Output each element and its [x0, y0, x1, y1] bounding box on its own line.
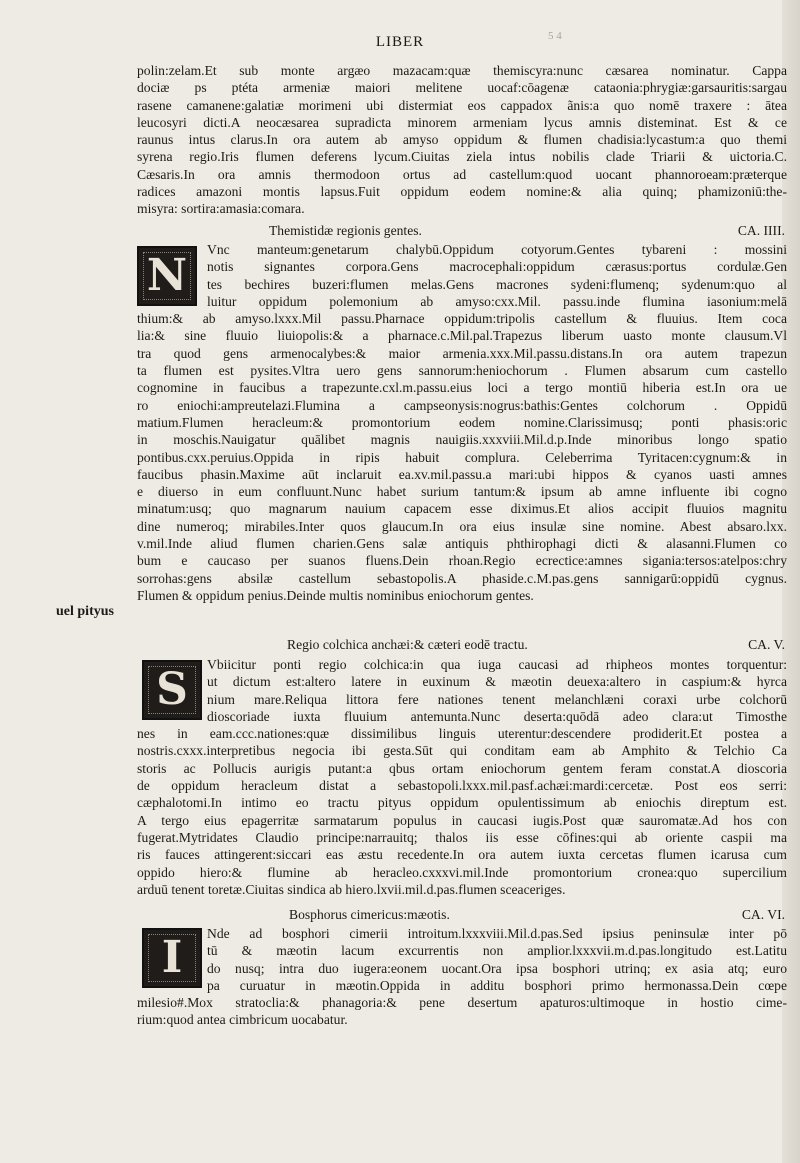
section-ca-4: [137, 222, 787, 240]
section-heading: [137, 636, 787, 654]
text-line: bum e caucaso per suanos fluens.Dein rhoan.Regio ecrectice:amnes sigania:tersos:atelpos:chry: [137, 553, 787, 569]
section-heading: [137, 906, 787, 924]
text-line: nostris.cxxx.interpretibus negocia ibi gesta.Sūt qui conditam eam ab Amphito & Telchio Ca: [137, 743, 787, 759]
section-title: Bosphorus cimericus:mæotis.: [289, 907, 450, 922]
text-line: sorrohas:gens absilæ castellum sebastopolis.A phaside.c.M.pas.gens sannigarū:oppidū cygnus.: [137, 570, 787, 586]
text-line: thium:& ab amyso.lxxx.Mil passu.Pharnace oppidum:tripolis castellum & fluuius. Item coca: [137, 311, 787, 327]
section-heading: [137, 222, 787, 240]
text-line: nium mare.Reliqua littora fere nationes tenent melanchlæni coraxi urbe colchorū: [207, 691, 787, 707]
section-ca-5: [137, 636, 787, 654]
text-line: rasene camanene:galatiæ morimeni ubi distermiat eos cappadox ãnis:a quo nomē traxere : ātea: [137, 97, 787, 113]
page-title: LIBER: [375, 34, 425, 50]
text-line: Vnc manteum:genetarum chalybū.Oppidum cotyorum.Gentes tybareni : mossini: [207, 242, 787, 257]
text-line: tra quod gens armenocalybes:& maior armenia.xxx.Mil.passu.distans.In ora autem trapezun: [137, 345, 787, 361]
decorated-initial-s: S: [142, 660, 202, 720]
chapter-number: CA. IIII.: [737, 223, 785, 238]
text-line: tes bechires buzeri:flumen melas.Gens macrones sydeni:flumenq; sydenum:quo al: [207, 276, 787, 292]
text-line: matium.Flumen heracleum:& promontorium eodem nomine.Clarissimusq; ponti phasis:oric: [137, 414, 787, 430]
intro-paragraph: [137, 62, 787, 218]
text-line: tū & mæotin lacum excurrentis non amplior.lxxxvii.m.d.pas.longitudo est.Latitu: [207, 943, 787, 959]
section-body: [137, 925, 787, 1029]
text-line: pa curuatur in mæotin.Oppida in additu bosphori primo hermonassa.Dein cœpe: [207, 977, 787, 993]
text-line: v.mil.Inde aliud flumen charien.Gens salæ antiquis phthirophagi dicti & alasanni.Flumen co: [137, 536, 787, 552]
text-line: dioscoriade iuxta fluuium antemunta.Nunc deserta:quōdā adeo clara:ut Timosthe: [207, 708, 787, 724]
text-line: rium:quod antea cimbricum uocabatur.: [137, 1012, 348, 1028]
text-line: cognomine in faucibus a trapezunte.cxl.m.passu.eius loci a tergo montiū hiberia est.In ora ue: [137, 380, 787, 396]
text-line: raunus intus clarus.In ora autem ab amyso oppidum & flumen chadisia:lycastum:a quo themi: [137, 132, 787, 148]
text-line: Nde ad bosphori cimerii introitum.lxxxviii.Mil.d.pas.Sed ipsius peninsulæ inter pō: [207, 926, 787, 941]
text-line: syrena regio.Iris flumen deferens lycum.Ciuitas ziela intus nobilis clade Triarii & uictoria.C.: [137, 149, 787, 165]
text-line: ro eniochi:ampreutelazi.Flumina a campseonysis:nogrus:bathis:Gentes colchorum . Oppidū: [137, 397, 787, 413]
text-line: pontibus.cxx.peruius.Oppida in ripis habuit complura. Celeberrima Tyritacen:cygnum:& in: [137, 449, 787, 465]
decorated-initial-i: I: [142, 928, 202, 988]
text-line: Cæsaris.In ora amnis thermodoon ortus ad castellum:quod uocant phannoroeam:præterque: [137, 166, 787, 182]
text-line: lia:& sine fluuio liuiopolis:& a pharnace.c.Mil.pal.Trapezus liberum uasto monte clausum.Vl: [137, 328, 787, 344]
text-line: Flumen & oppidum penius.Deinde multis nominibus eniochorum gentes.: [137, 587, 534, 603]
text-line: nes in eam.ccc.nationes:quæ dissimilibus linguis uterentur:descendere prodiderit.Et postea a: [137, 726, 787, 742]
text-line: dociæ ps ptéta armeniæ maiori melitene uocaf:cōagenæ cataonia:phrygiæ:garsauritis:sargau: [137, 80, 787, 96]
section-title: Themistidæ regionis gentes.: [269, 223, 422, 238]
text-line: misyra: sortira:amasia:comara.: [137, 201, 305, 217]
text-line: storis ac Pollucis aurigis putant:a qbus ortam eniochorum gentem feram constat.A dioscoria: [137, 760, 787, 776]
text-line: minatum:usq; quo magnarum nauium capacem esse diximus.Et alios accipit fluuios magnitu: [137, 501, 787, 517]
text-line: polin:zelam.Et sub monte argæo mazacam:quæ themiscyra:nunc cæsarea nominatur. Cappa: [137, 63, 787, 78]
text-line: luitur oppidum polemonium ab amyso:cxx.Mil. passu.inde flumina iasonium:melā: [207, 293, 787, 309]
section-body: [137, 241, 787, 604]
header-mark: 5 4: [548, 30, 562, 42]
chapter-number: CA. V.: [748, 637, 785, 652]
chapter-number: CA. VI.: [741, 907, 785, 922]
margin-note: uel pityus: [56, 604, 114, 619]
text-line: e diuerso in eum confluunt.Nunc habet surium tantum:& ipsum ab amne influente ibi cogno: [137, 484, 787, 500]
text-line: ta flumen est pysites.Vltra uero gens sannorum:heniochorum . Flumen absarum cum castello: [137, 363, 787, 379]
text-line: leucosyri dicti.A neocæsarea supradicta minorem armeniam lycus amnis disteminat. Est & ce: [137, 114, 787, 130]
text-line: do nusq; intra duo iugera:eonem uocant.Ora ipsa bosphori utrinq; ex asia atq; euro: [207, 960, 787, 976]
text-line: Vbiicitur ponti regio colchica:in qua iuga caucasi ad rhipheos montes torquentur:: [207, 657, 787, 672]
text-line: milesio#.Mox stratoclia:& phanagoria:& pene desertum apaturos:ultimoque in hostio cime-: [137, 995, 787, 1011]
text-line: ut dictum est:altero latere in euxinum & mæotin deuexa:altero in caspium:& hyrca: [207, 674, 787, 690]
text-line: radices amazoni montis lapsus.Fuit oppidum eodem nomine:& alia quinq; phamizoniū:the-: [137, 184, 787, 200]
text-line: faucibus phasin.Maxime aūt inclaruit ea.xv.mil.passu.a mari:ubi hippos & cyanos uasti amnes: [137, 466, 787, 482]
section-ca-6: [137, 906, 787, 924]
text-line: dine numeroq; mirabiles.Inter quos glaucum.In ora eius insulæ sine nomine. Abest absaro.lxx.: [137, 518, 787, 534]
text-line: A tergo eius epagerritæ sarmatarum populus in caucasi iugis.Post quæ sauromatæ.Ad hos con: [137, 812, 787, 828]
section-body: [137, 656, 787, 898]
text-line: arduū tenent toretæ.Ciuitas sindica ab hiero.lxvii.mil.d.pas.flumen sceaceriges.: [137, 881, 566, 897]
text-line: fugerat.Mytridates Claudio principe:narrauitq; thalos iis esse cōfines:qui ab oriente caspii ma: [137, 829, 787, 845]
text-line: de oppidum heracleum distat a sebastopoli.lxxx.mil.pasf.achæi:mardi:cercetæ. Post eos serri:: [137, 778, 787, 794]
text-line: notis signantes corpora.Gens macrocephali:oppidum cærasus:portus cordulæ.Gen: [207, 259, 787, 275]
text-line: oppido hiero:& flumine ab heracleo.cxxxvi.mil.Inde promontorium cronea:quo supercilium: [137, 864, 787, 880]
text-line: ris fauces attingerent:siccari eas æstu recedente.In ora autem iuxta cercetas flumen icarusa cum: [137, 847, 787, 863]
decorated-initial-n: N: [137, 246, 197, 306]
text-line: cæphalotomi.In intimo eo tractu pityus oppidum opulentissimum ab eniochis direptum est.: [137, 795, 787, 811]
text-line: in moschis.Nauigatur quālibet magnis nauigiis.xxxviii.Mil.d.p.Inde minoribus longo spatio: [137, 432, 787, 448]
section-title: Regio colchica anchæi:& cæteri eodē tractu.: [287, 637, 528, 652]
